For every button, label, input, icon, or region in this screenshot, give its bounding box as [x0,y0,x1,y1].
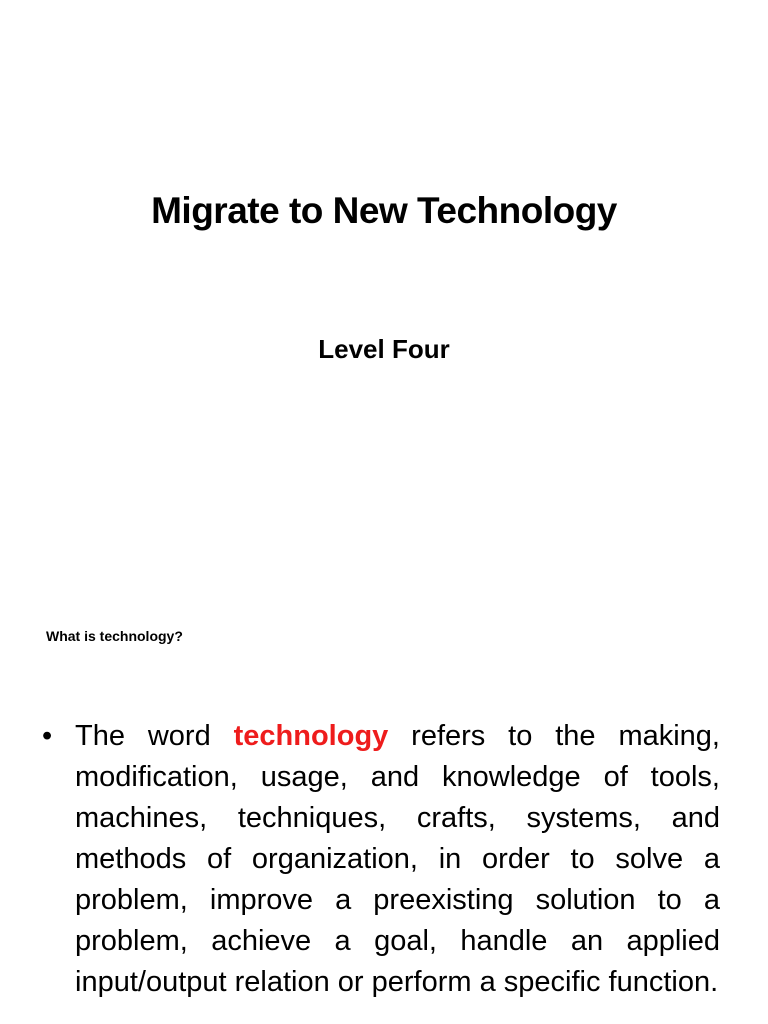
highlighted-term: technology [233,720,389,752]
bullet-list [40,716,720,1003]
bullet-icon: • [42,720,53,752]
list-item [40,716,720,1003]
bullet-text-after: refers to the making, modification, usage, and knowledge of tools, machines, techniques, crafts, systems, and methods of organization, in order to solve a problem, improve a preexisting solution to a problem, achieve a goal, handle an applied input/output relation or perform a specific function. [75,720,720,998]
bullet-text-before: The word [75,720,234,752]
slide-heading: What is technology? [46,628,183,644]
deck-subtitle: Level Four [318,334,450,364]
deck-title: Migrate to New Technology [151,190,617,231]
content-slide [0,600,768,1024]
